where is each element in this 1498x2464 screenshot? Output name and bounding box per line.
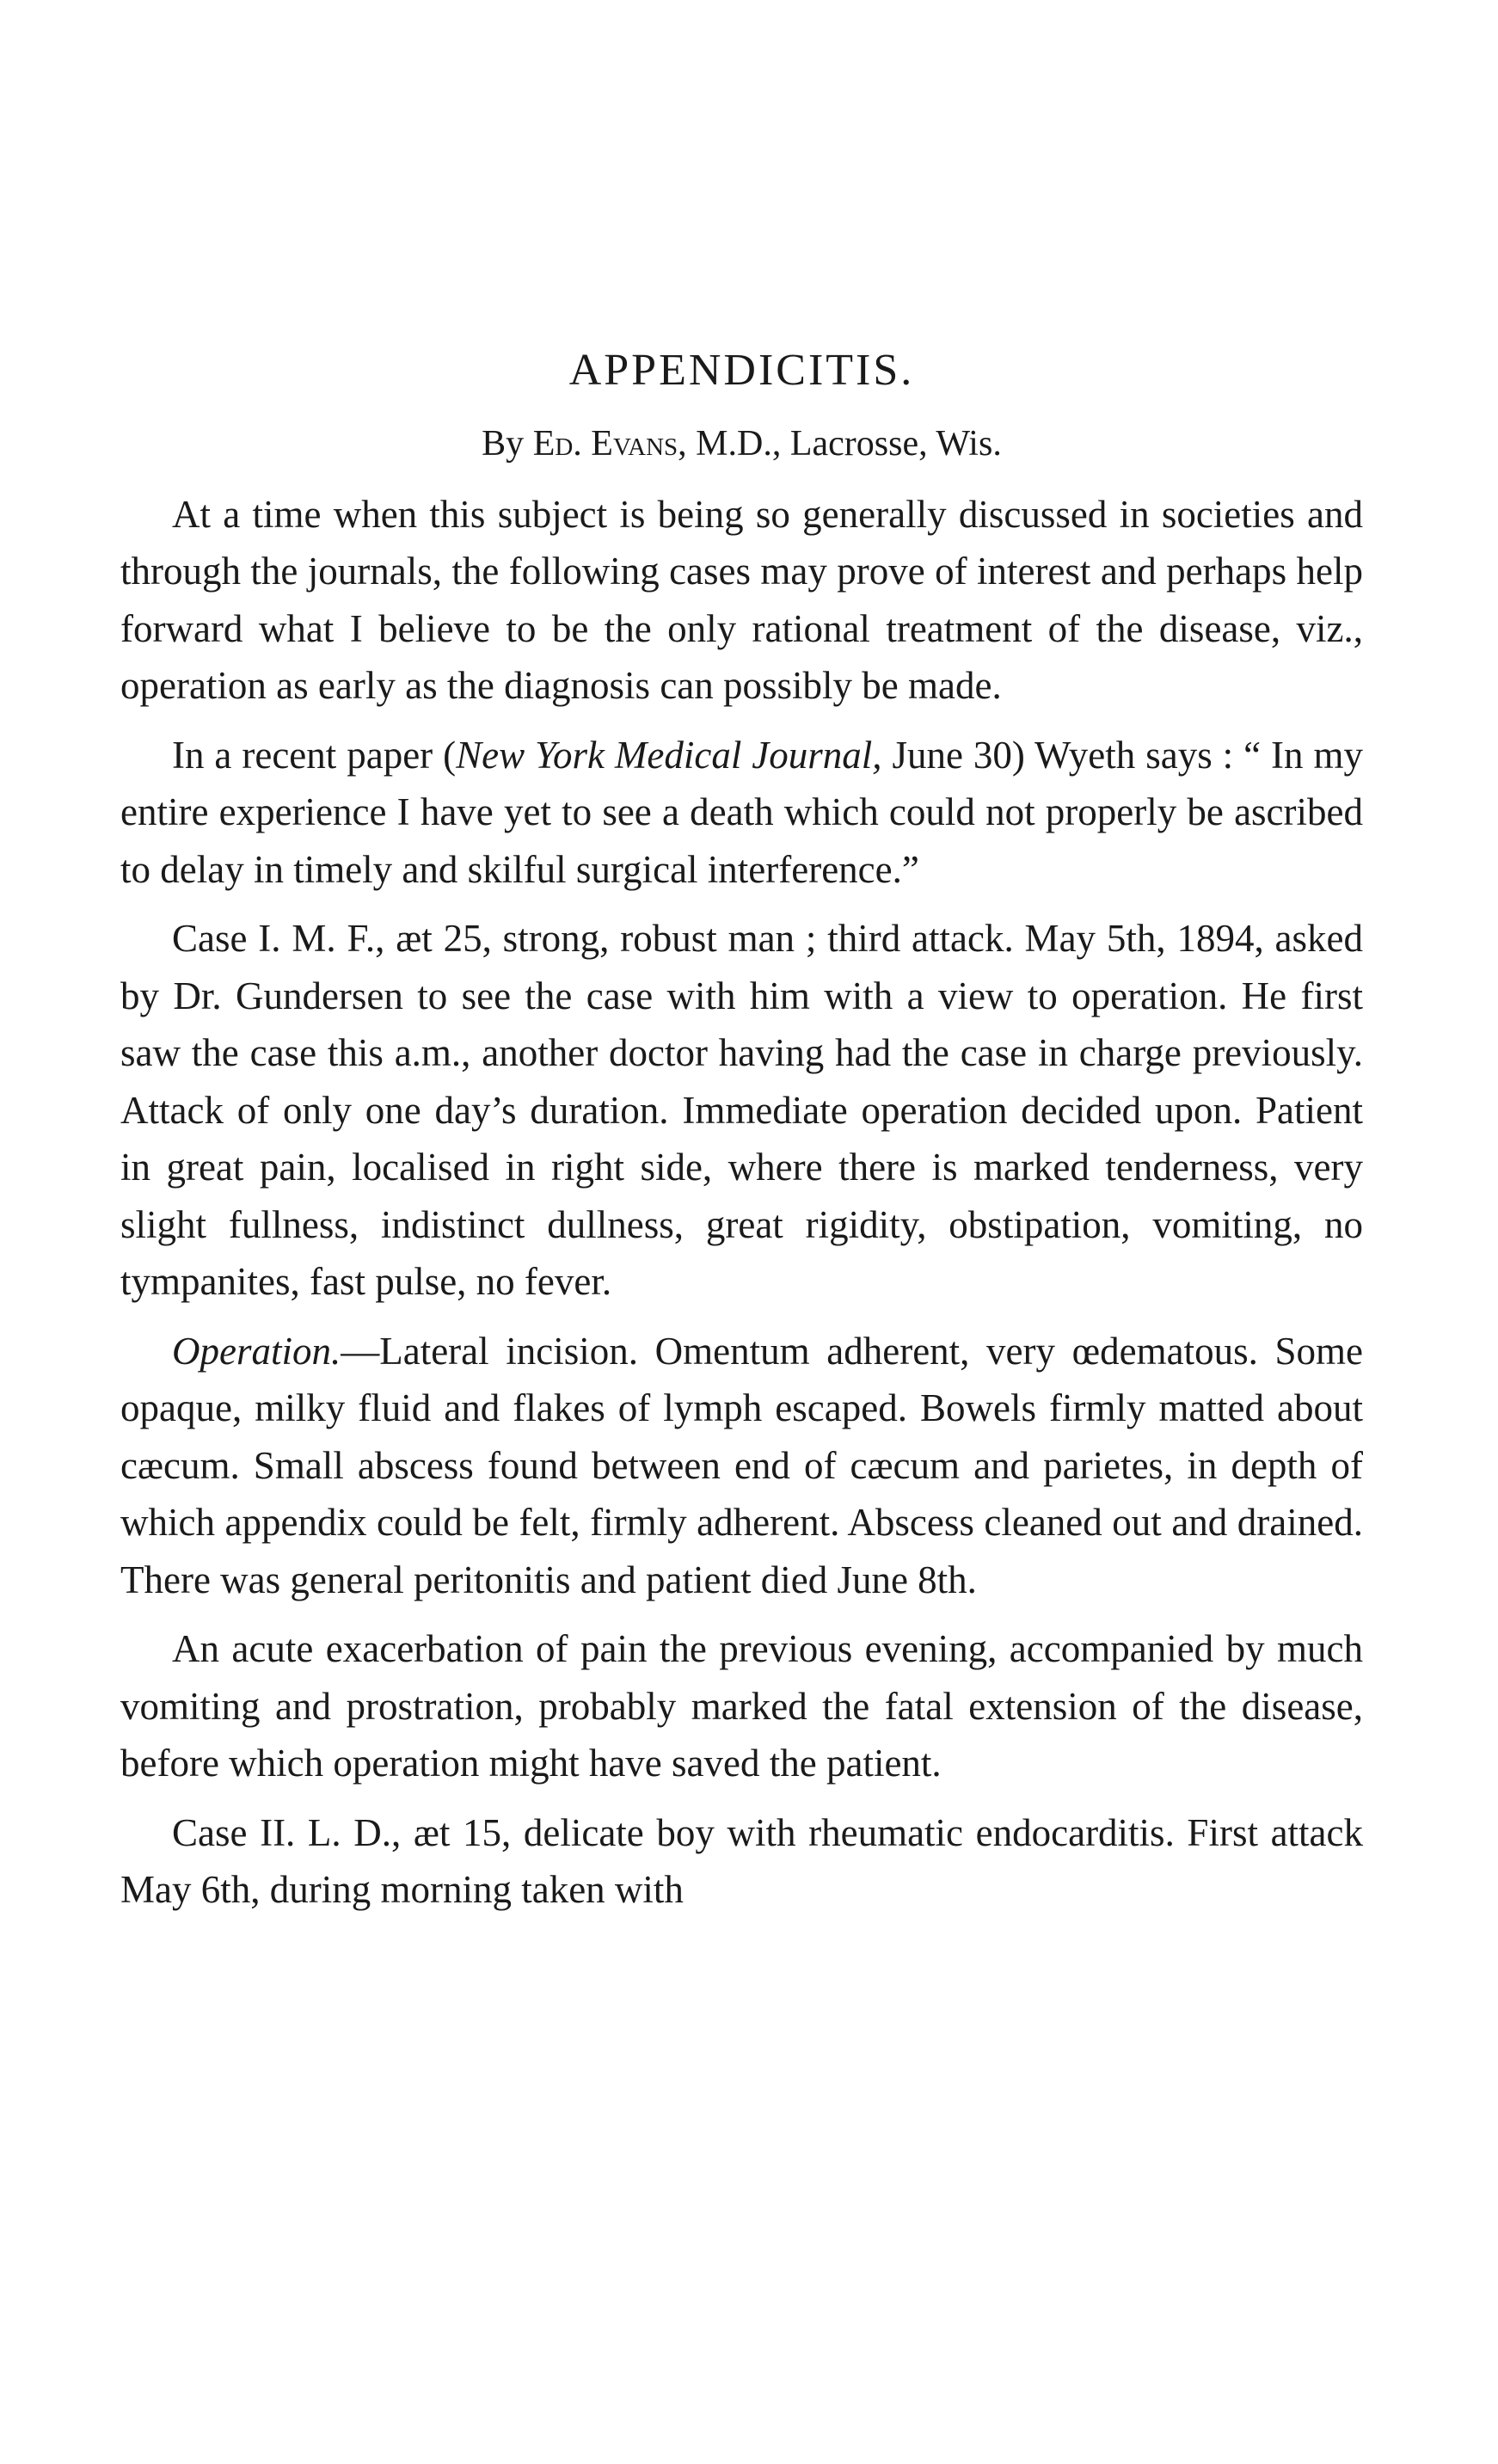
journal-name: New York Medical Journal,: [456, 733, 882, 777]
operation-label: Operation.: [172, 1329, 341, 1373]
paragraph-intro: At a time when this subject is being so generally discussed in societies and through the journals, the following cases may prove of interest and perhaps help forward what I believe to be the only rational treatment of the disease, viz., operation as early as the diagnosis can possibly be made.: [120, 492, 1363, 708]
byline-author: Ed. Evans: [532, 424, 678, 464]
paragraph-case-two: Case II. L. D., æt 15, delicate boy with rheumatic endocarditis. First attack May 6th, during morning taken with: [120, 1810, 1363, 1912]
paragraph-wyeth-quote: [120, 727, 1363, 899]
article-title: APPENDICITIS.: [568, 346, 915, 395]
operation-text: —Lateral incision. Omentum adherent, very œdematous. Some opaque, milky fluid and flakes of lymph escaped. Bowels firmly matted about cæcum. Small abscess found between end of cæcum and parietes, in depth of which appendix could be felt, firmly adherent. Abscess cleaned out and drained. There was general peritonitis and patient died June 8th.: [120, 1329, 1363, 1601]
paragraph-operation: [120, 1323, 1363, 1609]
paragraph-exacerbation: An acute exacerbation of pain the previous evening, accompanied by much vomiting and prostration, probably marked the fatal extension of the disease, before which operation might have saved the patient.: [120, 1627, 1363, 1785]
document-page: [120, 344, 1363, 1931]
paragraph-case-one: Case I. M. F., æt 25, strong, robust man ; third attack. May 5th, 1894, asked by Dr. Gundersen to see the case with him with a view to operation. He first saw the case this a.m., another doctor having had the case in charge previously. Attack of only one day’s duration. Immediate operation decided upon. Patient in great pain, localised in right side, where there is marked tenderness, very slight fullness, indistinct dullness, great rigidity, obstipation, vomiting, no tympanites, fast pulse, no fever.: [120, 917, 1363, 1304]
byline-suffix: , M.D., Lacrosse, Wis.: [678, 424, 1002, 464]
byline: [120, 421, 1363, 467]
paragraph-wyeth-before: In a recent paper (: [172, 733, 457, 777]
paragraph-wyeth-after: June 30) Wyeth says : “ In my entire experience I have yet to see a death which could not properly be ascribed to delay in timely and skilful surgical interference.”: [120, 733, 1363, 891]
byline-prefix: By: [482, 424, 525, 464]
